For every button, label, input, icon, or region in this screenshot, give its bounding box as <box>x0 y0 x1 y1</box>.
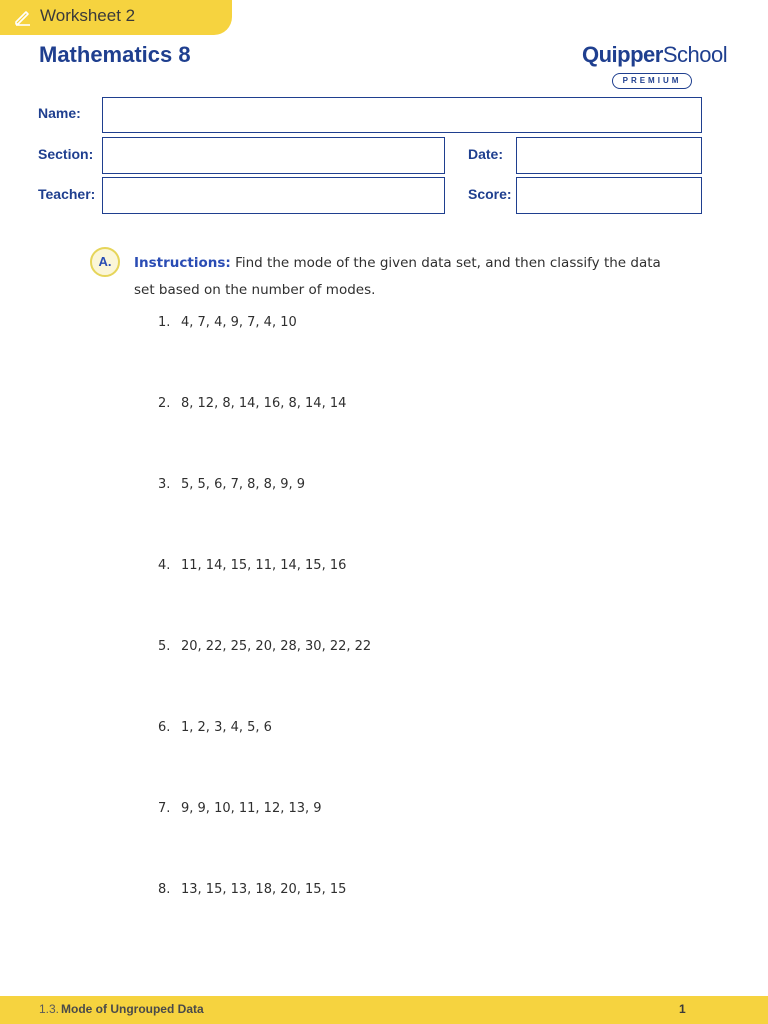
item-number: 3. <box>158 477 171 492</box>
list-item <box>158 396 346 411</box>
name-field[interactable] <box>102 97 702 133</box>
page-footer <box>0 996 768 1024</box>
logo-brand-part2: School <box>662 42 728 67</box>
list-item <box>158 315 297 330</box>
footer-section-name: Mode of Ungrouped Data <box>61 1002 204 1016</box>
quipper-school-logo <box>580 42 726 92</box>
instructions-lead: Instructions: <box>134 255 231 271</box>
item-data: 1, 2, 3, 4, 5, 6 <box>181 720 272 735</box>
list-item <box>158 558 346 573</box>
teacher-label: Teacher: <box>38 186 96 202</box>
section-label: Section: <box>38 146 94 162</box>
item-data: 9, 9, 10, 11, 12, 13, 9 <box>181 801 322 816</box>
item-number: 8. <box>158 882 171 897</box>
item-data: 8, 12, 8, 14, 16, 8, 14, 14 <box>181 396 347 411</box>
item-number: 2. <box>158 396 171 411</box>
item-number: 7. <box>158 801 171 816</box>
list-item <box>158 720 272 735</box>
list-item <box>158 639 371 654</box>
item-data: 20, 22, 25, 20, 28, 30, 22, 22 <box>181 639 372 654</box>
premium-badge: PREMIUM <box>612 73 692 89</box>
name-label: Name: <box>38 105 81 121</box>
teacher-field[interactable] <box>102 177 445 214</box>
list-item <box>158 882 346 897</box>
date-field[interactable] <box>516 137 702 174</box>
item-data: 5, 5, 6, 7, 8, 8, 9, 9 <box>181 477 306 492</box>
list-item <box>158 477 305 492</box>
item-data: 13, 15, 13, 18, 20, 15, 15 <box>181 882 347 897</box>
worksheet-tab <box>0 0 232 35</box>
item-number: 1. <box>158 315 171 330</box>
list-item <box>158 801 322 816</box>
item-data: 11, 14, 15, 11, 14, 15, 16 <box>181 558 347 573</box>
pencil-icon <box>14 8 32 26</box>
worksheet-label: Worksheet 2 <box>40 6 136 25</box>
item-number: 5. <box>158 639 171 654</box>
date-label: Date: <box>468 146 504 162</box>
instructions-text: Find the mode of the given data set, and then classify the data set based on the number of modes. <box>134 255 661 298</box>
item-number: 6. <box>158 720 171 735</box>
score-label: Score: <box>468 186 512 202</box>
logo-wordmark <box>582 42 727 68</box>
page-number: 1 <box>679 1002 686 1016</box>
section-field[interactable] <box>102 137 445 174</box>
instructions <box>134 250 674 304</box>
item-number: 4. <box>158 558 171 573</box>
subject-title: Mathematics 8 <box>39 42 191 67</box>
score-field[interactable] <box>516 177 702 214</box>
item-data: 4, 7, 4, 9, 7, 4, 10 <box>181 315 297 330</box>
footer-section-ref: 1.3. <box>39 1002 60 1016</box>
logo-brand-part1: Quipper <box>582 42 663 67</box>
section-a-badge: A. <box>90 247 120 277</box>
